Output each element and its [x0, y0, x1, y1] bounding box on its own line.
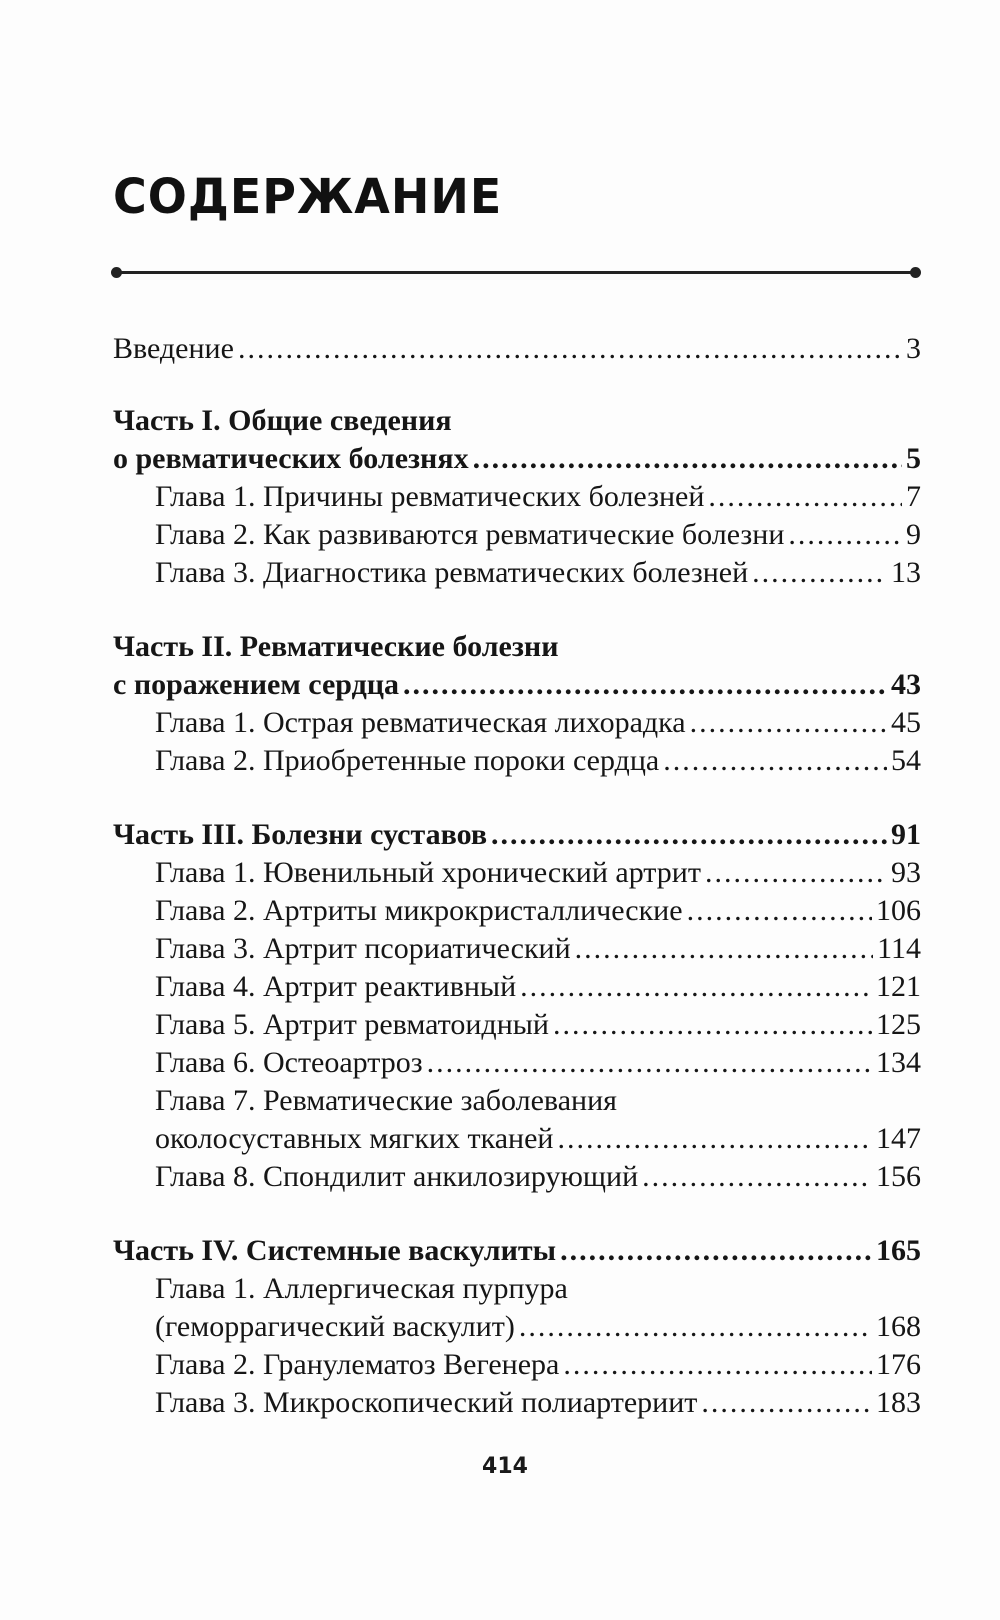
toc-chapter[interactable]	[113, 1158, 921, 1196]
toc-chapter-page: 183	[876, 1386, 921, 1419]
toc-chapter[interactable]	[113, 968, 921, 1006]
toc-chapter-label: Глава 2. Приобретенные пороки сердца	[155, 744, 660, 777]
toc-chapter[interactable]	[113, 930, 921, 968]
toc-chapter-label: (геморрагический васкулит)	[155, 1310, 515, 1343]
toc-chapter-page: 168	[876, 1310, 921, 1343]
toc-part-title-line: о ревматических болезнях	[113, 442, 469, 475]
dot-leader	[403, 666, 887, 704]
toc-chapter-label: Глава 4. Артрит реактивный	[155, 970, 517, 1003]
toc-chapter-label: Глава 1. Аллергическая пурпура	[155, 1272, 568, 1305]
toc-part-page: 165	[876, 1234, 921, 1267]
toc-chapter-page: 45	[891, 706, 921, 739]
dot-leader	[238, 330, 902, 368]
toc-chapter-label: околосуставных мягких тканей	[155, 1122, 554, 1155]
toc-part-2[interactable]	[113, 666, 921, 704]
toc-chapter[interactable]	[113, 1006, 921, 1044]
divider-dot-right	[910, 267, 921, 278]
dot-leader	[663, 742, 887, 780]
toc-chapter[interactable]	[113, 478, 921, 516]
toc-chapter[interactable]	[113, 742, 921, 780]
dot-leader	[473, 440, 902, 478]
toc-chapter-label: Глава 2. Как развиваются ревматические болезни	[155, 518, 785, 551]
toc-chapter[interactable]	[113, 1346, 921, 1384]
toc-part-title-line: Часть I. Общие сведения	[113, 404, 452, 437]
dot-leader	[705, 854, 887, 892]
toc-chapter-page: 147	[876, 1122, 921, 1155]
toc-chapter[interactable]	[113, 516, 921, 554]
toc-chapter-label: Глава 1. Причины ревматических болезней	[155, 480, 705, 513]
table-of-contents	[113, 330, 921, 1422]
toc-chapter-page: 54	[891, 744, 921, 777]
toc-chapter-page: 121	[876, 970, 921, 1003]
toc-chapter-label: Глава 5. Артрит ревматоидный	[155, 1008, 549, 1041]
toc-chapter-label: Глава 1. Острая ревматическая лихорадка	[155, 706, 686, 739]
toc-part-title-line: Часть IV. Системные васкулиты	[113, 1234, 557, 1267]
toc-chapter[interactable]	[113, 704, 921, 742]
toc-chapter-label: Глава 3. Артрит псориатический	[155, 932, 571, 965]
toc-chapter[interactable]	[113, 854, 921, 892]
toc-chapter-page: 9	[906, 518, 921, 551]
dot-leader	[491, 816, 887, 854]
toc-entry-label: Введение	[113, 332, 234, 365]
toc-chapter-label: Глава 3. Микроскопический полиартериит	[155, 1386, 698, 1419]
dot-leader	[752, 554, 887, 592]
page-number: 414	[482, 1454, 528, 1479]
dot-leader	[520, 968, 872, 1006]
toc-chapter-label: Глава 3. Диагностика ревматических болезней	[155, 556, 749, 589]
toc-part-1[interactable]	[113, 440, 921, 478]
toc-part-page: 5	[906, 442, 921, 475]
dot-leader	[427, 1044, 872, 1082]
toc-chapter[interactable]	[113, 1384, 921, 1422]
toc-part-page: 43	[891, 668, 921, 701]
toc-chapter-label: Глава 2. Гранулематоз Вегенера	[155, 1348, 560, 1381]
page-title: СОДЕРЖАНИЕ	[113, 168, 503, 225]
toc-chapter-page: 93	[891, 856, 921, 889]
dot-leader	[708, 478, 902, 516]
dot-leader	[687, 892, 872, 930]
toc-chapter-page: 125	[876, 1008, 921, 1041]
dot-leader	[553, 1006, 872, 1044]
toc-part-title-line: с поражением сердца	[113, 668, 400, 701]
toc-entry-intro[interactable]	[113, 330, 921, 368]
dot-leader	[557, 1120, 872, 1158]
toc-chapter-page: 114	[877, 932, 921, 965]
title-divider	[116, 271, 916, 274]
toc-chapter-label: Глава 7. Ревматические заболевания	[155, 1084, 617, 1117]
dot-leader	[575, 930, 873, 968]
dot-leader	[690, 704, 887, 742]
toc-part-1-title[interactable]	[113, 402, 921, 440]
toc-chapter[interactable]	[113, 1120, 921, 1158]
toc-part-2-title[interactable]	[113, 628, 921, 666]
toc-chapter[interactable]	[113, 1308, 921, 1346]
divider-dot-left	[111, 267, 122, 278]
toc-chapter-page: 106	[876, 894, 921, 927]
dot-leader	[563, 1346, 872, 1384]
dot-leader	[642, 1158, 872, 1196]
toc-chapter-label: Глава 1. Ювенильный хронический артрит	[155, 856, 701, 889]
toc-part-title-line: Часть III. Болезни суставов	[113, 818, 488, 851]
toc-chapter-page: 13	[891, 556, 921, 589]
toc-part-page: 91	[891, 818, 921, 851]
toc-chapter-title-line[interactable]	[113, 1270, 921, 1308]
dot-leader	[701, 1384, 872, 1422]
toc-chapter-page: 176	[876, 1348, 921, 1381]
toc-chapter-page: 7	[906, 480, 921, 513]
toc-chapter-label: Глава 6. Остеоартроз	[155, 1046, 423, 1079]
toc-chapter[interactable]	[113, 892, 921, 930]
dot-leader	[788, 516, 902, 554]
toc-chapter-label: Глава 8. Спондилит анкилозирующий	[155, 1160, 639, 1193]
toc-entry-page: 3	[906, 332, 921, 365]
toc-part-title-line: Часть II. Ревматические болезни	[113, 630, 559, 663]
toc-chapter-page: 134	[876, 1046, 921, 1079]
toc-part-3[interactable]	[113, 816, 921, 854]
toc-part-4[interactable]	[113, 1232, 921, 1270]
dot-leader	[560, 1232, 872, 1270]
dot-leader	[519, 1308, 872, 1346]
toc-chapter[interactable]	[113, 554, 921, 592]
toc-chapter[interactable]	[113, 1044, 921, 1082]
toc-chapter-title-line[interactable]	[113, 1082, 921, 1120]
toc-chapter-page: 156	[876, 1160, 921, 1193]
toc-chapter-label: Глава 2. Артриты микрокристаллические	[155, 894, 683, 927]
